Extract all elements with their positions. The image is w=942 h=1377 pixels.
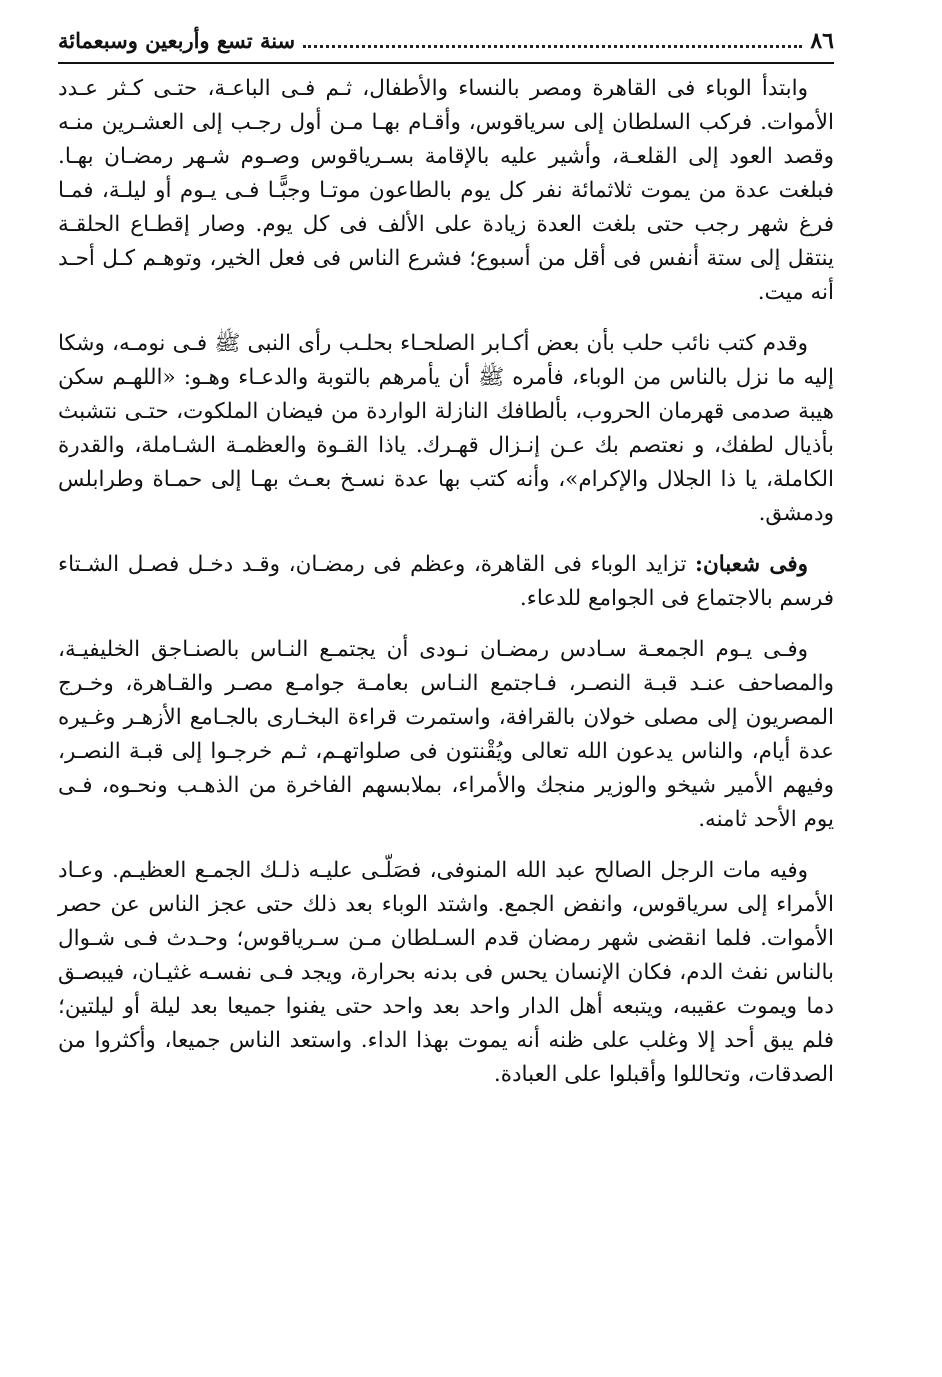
paragraph-text: وفـى يـوم الجمعـة سـادس رمضـان نـودى أن يجتمـع النـاس بالصنـاجق الخليفيـة، والمصاحف عنـد قبـة النصـر، فـاجتمع النـاس بعامـة جوامـع مصـر والقـاهرة، وخـرج المصريون إلى مصلى خولان بالقرافة، واستمرت قراءة البخـارى بالجـامع الأزهـر وغـيره عدة أيام، والناس يدعون الله تعالى ويُقْنتون فى صلواتهـم، ثـم خرجـوا إلى قبـة النصـر، وفيهم الأمير شيخو والوزير منجك والأمراء، بملابسهم الفاخرة من الذهـب ونحـوه، فـى يوم الأحد ثامنه. — [58, 637, 834, 832]
page-number: ٨٦ — [810, 28, 834, 54]
paragraph-2 — [58, 327, 834, 531]
running-header — [58, 28, 834, 64]
paragraph-text: وفيه مات الرجل الصالح عبد الله المنوفى، فصَلّـى عليـه ذلـك الجمـع العظيـم. وعـاد الأمراء إلى سرياقوس، وانفض الجمع. واشتد الوباء بعد ذلك حتى عجز الناس عن حصر الأموات. فلما انقضى شهر رمضان قدم السـلطان مـن سـرياقوس؛ وحـدث فـى شـوال بالناس نفث الدم، فكان الإنسان يحس فى بدنه بحرارة، ويجد فـى نفسـه غثيـان، فيبصـق دما ويموت عقيبه، ويتبعه أهل الدار واحد بعد واحد حتى يفنوا جميعا بعد ليلة أو ليلتين؛ فلم يبق أحد إلا وغلب على ظنه أنه يموت بهذا الداء. واستعد الناس جميعا، وأكثروا من الصدقات، وتحاللوا وأقبلوا على العبادة. — [58, 858, 834, 1087]
paragraph-1 — [58, 72, 834, 310]
header-title: سنة تسع وأربعين وسبعمائة — [58, 28, 296, 53]
paragraph-lead-shaban: وفى شعبان: — [695, 552, 808, 577]
paragraph-text: وابتدأ الوباء فى القاهرة ومصر بالنساء والأطفال، ثـم فـى الباعـة، حتـى كـثر عـدد الأموات. فركب السلطان إلى سرياقوس، وأقـام بهـا مـن أول رجـب إلى العشـرين منـه وقصد العود إلى القلعـة، وأشير عليه بالإقامة بسـرياقوس وصـوم شـهر رمضـان بهـا. فبلغت عدة من يموت ثلاثمائة نفر كل يوم بالطاعون موتـا وجبًّـا فـى يـوم أو ليلـة، فمـا فرغ شهر رجب حتى بلغت العدة زيادة على الألف فى كل يوم. وصار إقطـاع الحلقـة ينتقل إلى ستة أنفس فى أقل من أسبوع؛ فشرع الناس فى فعل الخير، وتوهـم كـل أحـد أنه ميت. — [58, 76, 834, 305]
book-page — [58, 28, 834, 1348]
paragraph-text: وقدم كتب نائب حلب بأن بعض أكـابر الصلحـاء بحلـب رأى النبى ﷺ فـى نومـه، وشكا إليه ما نزل بالناس من الوباء، فأمره ﷺ أن يأمرهم بالتوبة والدعـاء وهـو: «اللهـم سكن هيبة صدمى قهرمان الحروب، بألطافك النازلة الواردة من فيضان الملكوت، حتـى نتشبث بأذيال لطفك، و نعتصم بك عـن إنـزال قهـرك. ياذا القـوة والعظمـة الشـاملة، والقدرة الكاملة، يا ذا الجلال والإكرام»، وأنه كتب بها عدة نسـخ بعـث بهـا إلى حمـاة وطرابلس ودمشق. — [58, 331, 834, 526]
paragraph-3 — [58, 548, 834, 616]
paragraph-4 — [58, 633, 834, 837]
paragraph-5 — [58, 854, 834, 1092]
paragraph-text: تزايد الوباء فى القاهرة، وعظم فى رمضـان، وقـد دخـل فصـل الشـتاء فرسم بالاجتماع فى الجوامع للدعاء. — [58, 552, 834, 611]
header-dot-leader — [303, 44, 802, 48]
